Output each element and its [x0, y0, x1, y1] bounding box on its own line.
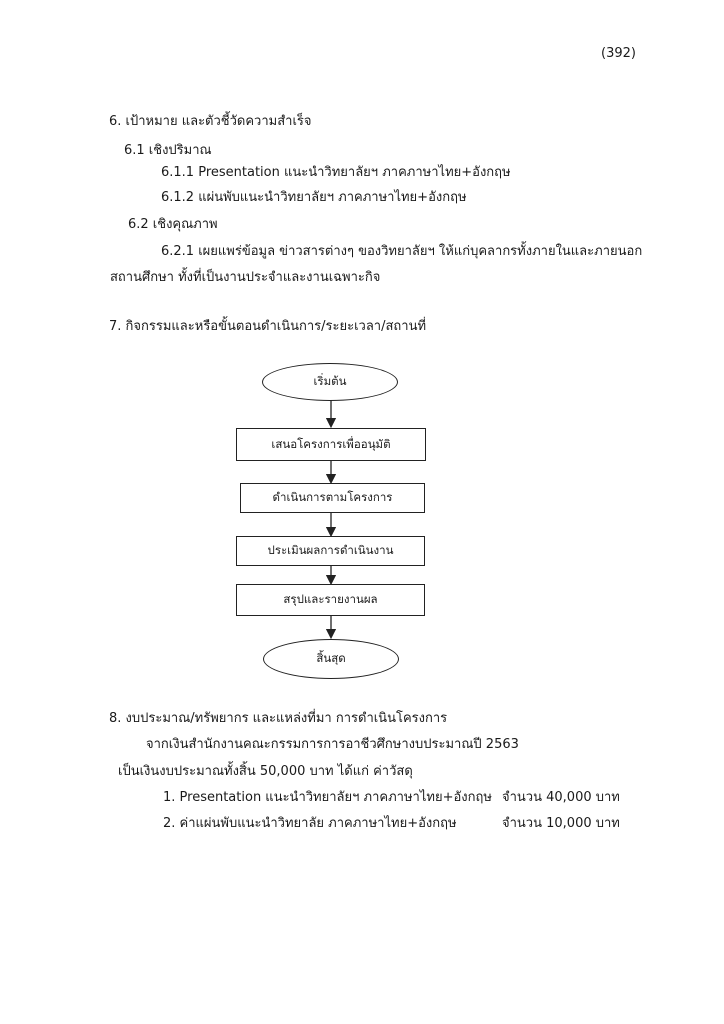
- page-number: (392): [601, 46, 636, 61]
- section-6-heading: 6. เป้าหมาย และตัวชี้วัดความสำเร็จ: [109, 114, 312, 129]
- section-6-2-heading: 6.2 เชิงคุณภาพ: [128, 217, 218, 232]
- flowchart-end-node: [263, 639, 399, 679]
- flowchart-end-label: สิ้นสุด: [316, 651, 346, 665]
- budget-item-2-amount: จำนวน 10,000 บาท: [502, 816, 620, 831]
- flowchart-step-2: [240, 483, 425, 513]
- section-8-heading: 8. งบประมาณ/ทรัพยากร และแหล่งที่มา การดำเนินโครงการ: [109, 711, 448, 726]
- budget-total-line: เป็นเงินงบประมาณทั้งสิ้น 50,000 บาท ได้แก่ ค่าวัสดุ: [118, 764, 413, 779]
- flowchart-step-3-label: ประเมินผลการดำเนินงาน: [267, 543, 394, 557]
- item-6-2-1-line1: 6.2.1 เผยแพร่ข้อมูล ข่าวสารต่างๆ ของวิทยาลัยฯ ให้แก่บุคลากรทั้งภายในและภายนอก: [161, 244, 643, 259]
- budget-item-2-desc: 2. ค่าแผ่นพับแนะนำวิทยาลัย ภาคภาษาไทย+อังกฤษ: [163, 816, 457, 831]
- section-7-heading: 7. กิจกรรมและหรือขั้นตอนดำเนินการ/ระยะเวลา/สถานที่: [109, 319, 427, 334]
- budget-item-1-desc: 1. Presentation แนะนำวิทยาลัยฯ ภาคภาษาไทย+อังกฤษ: [163, 790, 492, 805]
- budget-source-line: จากเงินสำนักงานคณะกรรมการการอาชีวศึกษางบประมาณปี 2563: [146, 737, 519, 752]
- flowchart-step-3: [236, 536, 425, 566]
- flowchart-step-4-label: สรุปและรายงานผล: [283, 592, 378, 606]
- flowchart-step-1: [236, 428, 426, 461]
- item-6-1-1: 6.1.1 Presentation แนะนำวิทยาลัยฯ ภาคภาษาไทย+อังกฤษ: [161, 165, 511, 180]
- budget-item-1-amount: จำนวน 40,000 บาท: [502, 790, 620, 805]
- flowchart-start-label: เริ่มต้น: [313, 374, 347, 388]
- flowchart-step-4: [236, 584, 425, 616]
- item-6-2-1-line2: สถานศึกษา ทั้งที่เป็นงานประจำและงานเฉพาะกิจ: [110, 270, 381, 285]
- flowchart-step-1-label: เสนอโครงการเพื่ออนุมัติ: [271, 436, 391, 451]
- flowchart-step-2-label: ดำเนินการตามโครงการ: [272, 490, 393, 504]
- item-6-1-2: 6.1.2 แผ่นพับแนะนำวิทยาลัยฯ ภาคภาษาไทย+อังกฤษ: [161, 190, 467, 205]
- flowchart-start-node: [262, 363, 398, 401]
- section-6-1-heading: 6.1 เชิงปริมาณ: [124, 143, 212, 158]
